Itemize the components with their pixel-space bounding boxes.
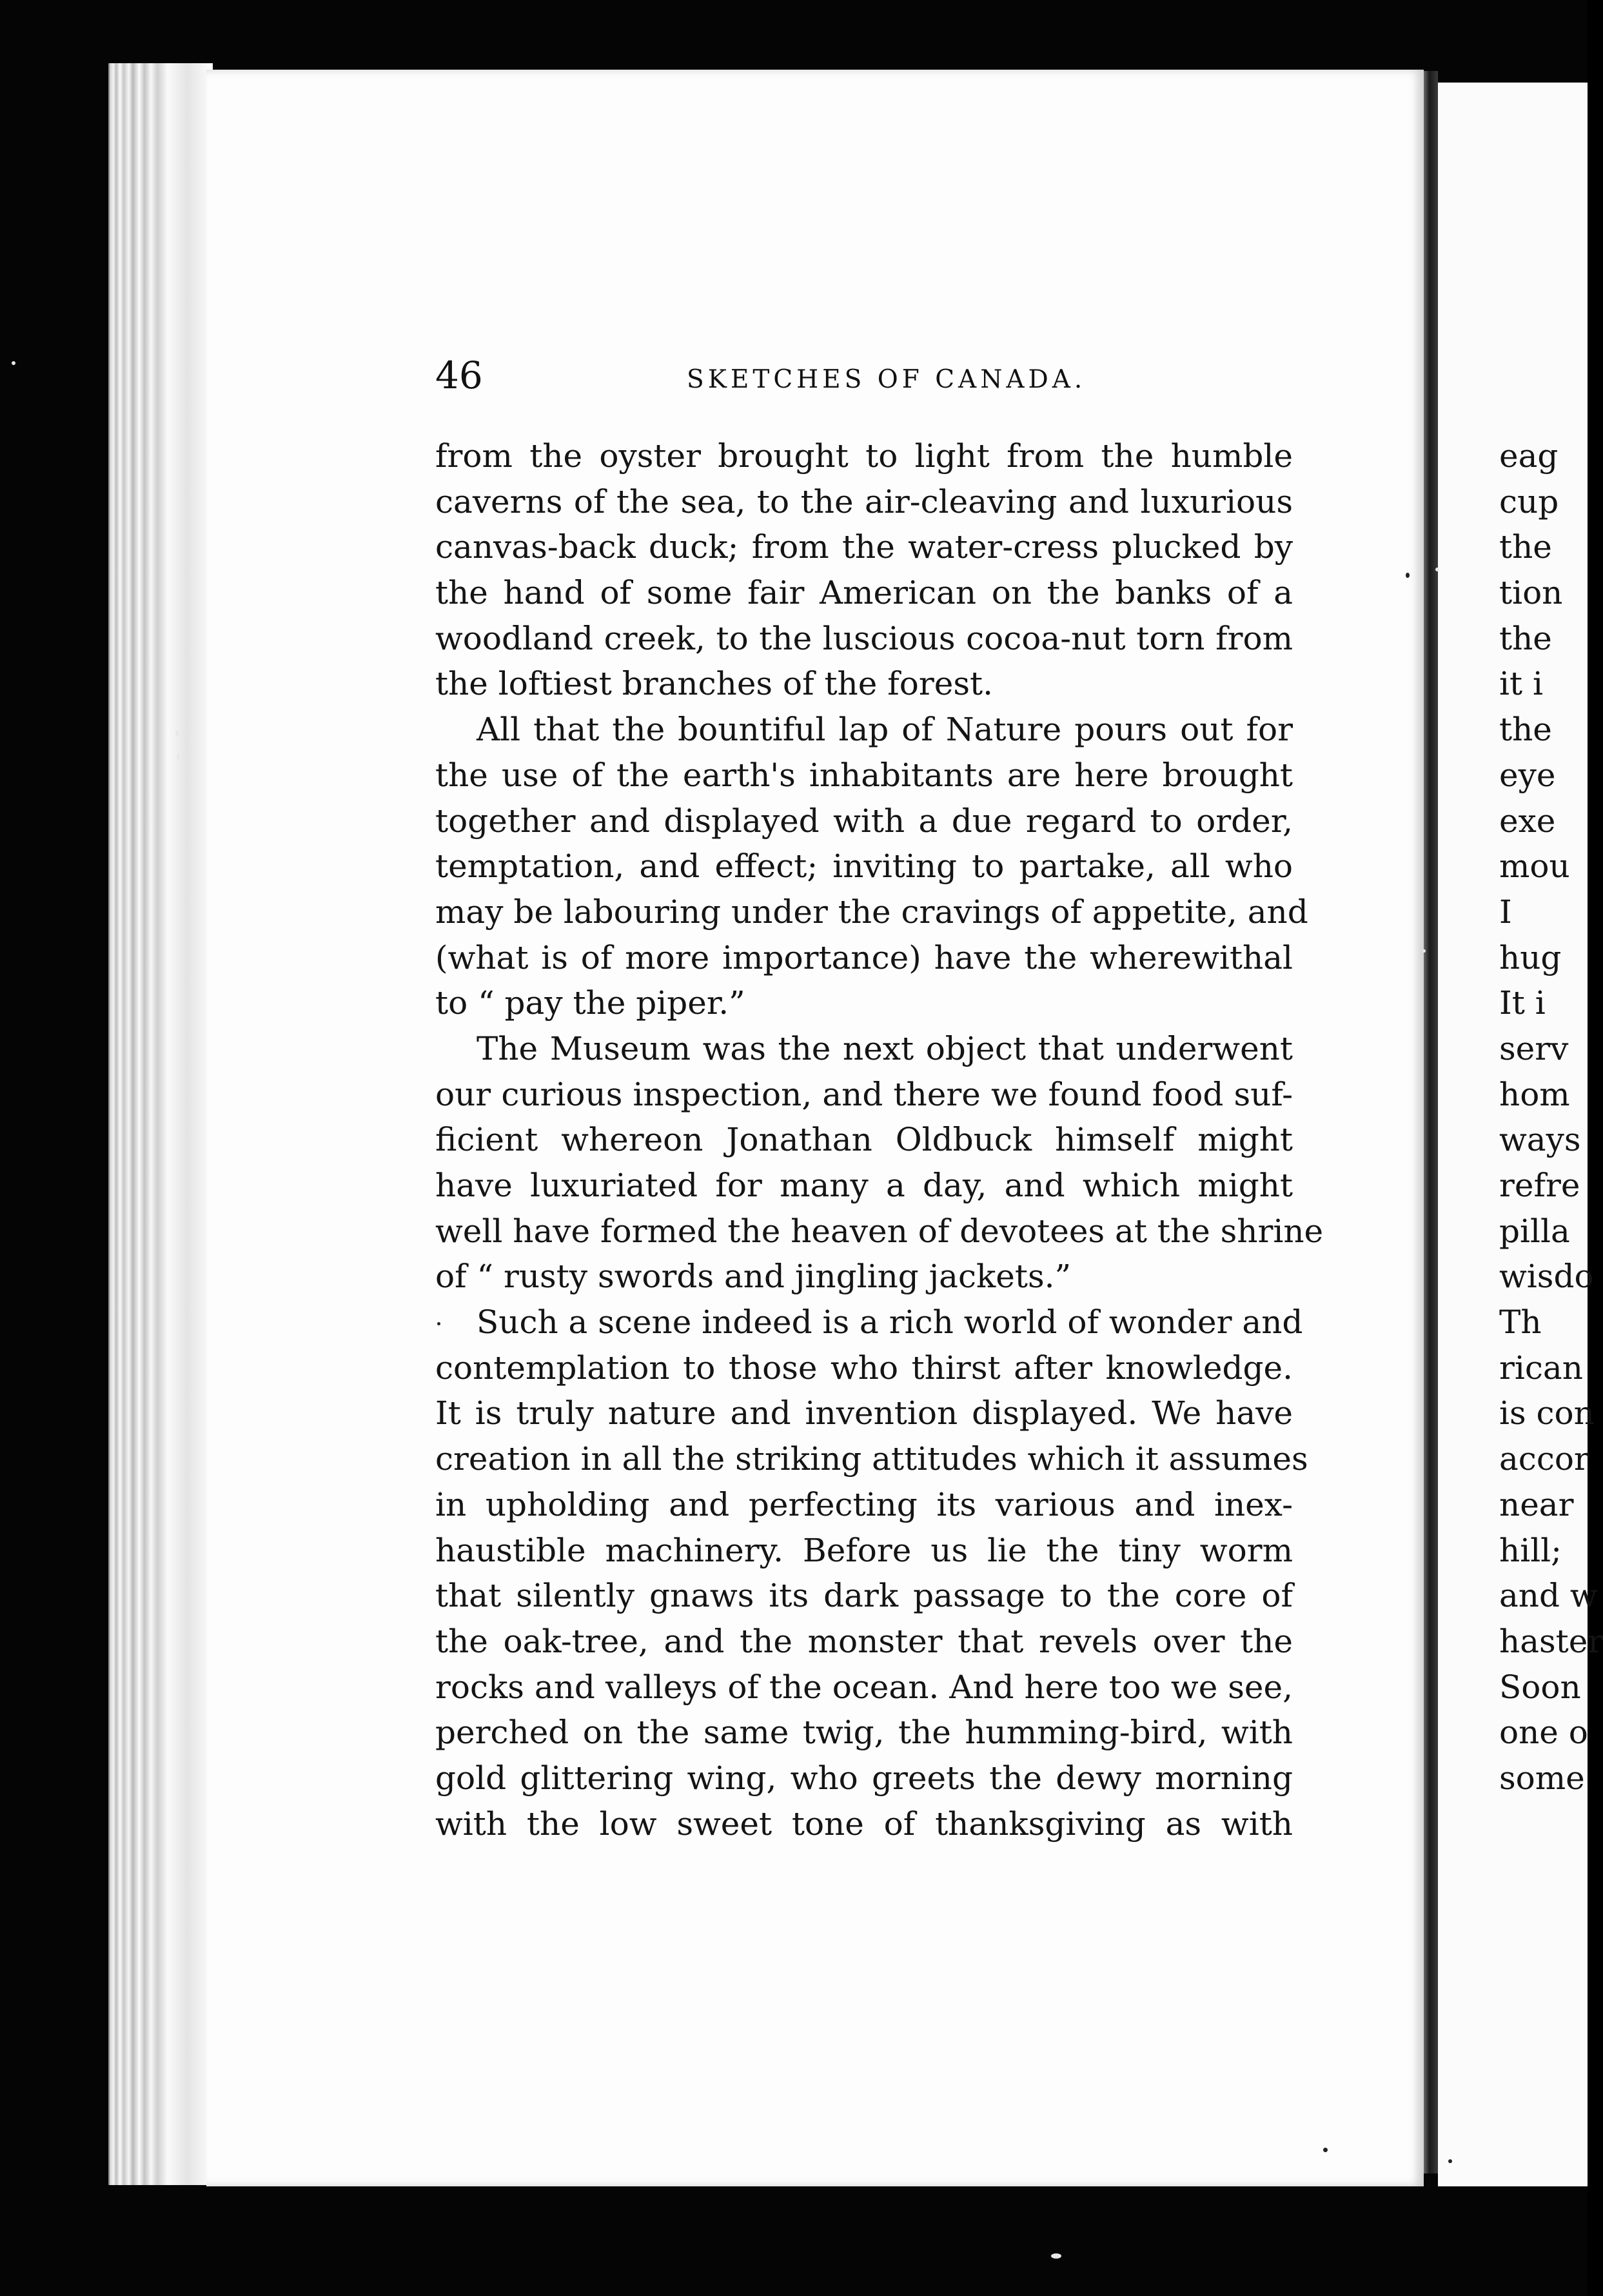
right-page-fragment: the xyxy=(1499,528,1552,566)
scan-speck xyxy=(175,730,179,737)
right-page-fragment: It i xyxy=(1499,984,1546,1022)
right-page-fragment: refre xyxy=(1499,1167,1580,1204)
right-page-fragment: is con xyxy=(1499,1394,1595,1432)
book-gutter xyxy=(1424,71,1438,2173)
page-speck xyxy=(1406,573,1410,578)
right-page-fragment: some xyxy=(1499,1759,1585,1797)
right-page-fragment: I xyxy=(1499,893,1512,931)
page-number: 46 xyxy=(435,353,483,397)
text-line: from the oyster brought to light from the humble xyxy=(435,437,1293,475)
text-line: the use of the earth's inhabitants are here brought xyxy=(435,756,1293,794)
text-line: It is truly nature and invention displayed. We have xyxy=(435,1394,1293,1432)
text-line: our curious inspection, and there we found food suf- xyxy=(435,1075,1293,1113)
scan-speck xyxy=(177,753,180,760)
right-page-fragment: ways xyxy=(1499,1121,1581,1159)
right-page-text xyxy=(1499,433,1603,1801)
page-speck xyxy=(1323,2148,1328,2152)
right-page-fragment: hill; xyxy=(1499,1531,1562,1569)
text-line: gold glittering wing, who greets the dewy morning xyxy=(435,1759,1293,1797)
text-line: woodland creek, to the luscious cocoa-nut torn from xyxy=(435,619,1293,657)
text-line: perched on the same twig, the humming-bird, with xyxy=(435,1714,1293,1752)
scan-speck xyxy=(1051,2253,1061,2259)
text-line: well have formed the heaven of devotees at the shrine xyxy=(435,1212,1324,1250)
text-line: All that the bountiful lap of Nature pours out for xyxy=(477,711,1293,749)
text-line: caverns of the sea, to the air-cleaving and luxurious xyxy=(435,482,1293,520)
page-speck xyxy=(437,1322,440,1325)
text-line: with the low sweet tone of thanksgiving as with xyxy=(435,1805,1293,1843)
scan-speck xyxy=(1422,949,1426,953)
right-page-fragment: hug xyxy=(1499,938,1562,976)
right-page-fragment: one o xyxy=(1499,1714,1588,1752)
text-line: that silently gnaws its dark passage to the core of xyxy=(435,1577,1293,1615)
scan-speck xyxy=(1435,568,1439,571)
text-line: the loftiest branches of the forest. xyxy=(435,665,993,703)
text-line: Such a scene indeed is a rich world of wonder and xyxy=(477,1303,1303,1341)
right-page-fragment: near xyxy=(1499,1485,1574,1523)
text-line: The Museum was the next object that underwent xyxy=(477,1029,1293,1067)
text-line: in upholding and perfecting its various and inex- xyxy=(435,1485,1293,1523)
right-page-fragment: tion xyxy=(1499,574,1563,612)
text-line: have luxuriated for many a day, and which might xyxy=(435,1167,1293,1204)
page-speck xyxy=(1448,2159,1452,2163)
right-page-fragment: eye xyxy=(1499,756,1556,794)
right-page-fragment: the xyxy=(1499,711,1552,749)
right-page-fragment: serv xyxy=(1499,1029,1569,1067)
text-line: of “ rusty swords and jingling jackets.” xyxy=(435,1258,1072,1296)
body-text xyxy=(435,433,1324,1846)
running-title: SKETCHES OF CANADA. xyxy=(687,365,1087,394)
text-line: (what is of more importance) have the wherewithal xyxy=(435,938,1293,976)
text-line: may be labouring under the cravings of appetite, and xyxy=(435,893,1308,931)
text-line: together and displayed with a due regard to order, xyxy=(435,802,1293,840)
right-page-fragment: pilla xyxy=(1499,1212,1570,1250)
right-page-fragment: accor xyxy=(1499,1440,1589,1478)
right-page-fragment: haster xyxy=(1499,1622,1603,1660)
text-line: creation in all the striking attitudes which it assumes xyxy=(435,1440,1308,1478)
right-page-fragment: cup xyxy=(1499,482,1559,520)
right-page-fragment: exe xyxy=(1499,802,1556,840)
right-page-fragment: rican xyxy=(1499,1349,1583,1387)
text-line: canvas-back duck; from the water-cress plucked by xyxy=(435,528,1293,566)
running-head xyxy=(435,353,1306,411)
right-page-fragment: Soon xyxy=(1499,1668,1581,1706)
page-block-edges xyxy=(108,63,213,2185)
text-line: the hand of some fair American on the banks of a xyxy=(435,574,1293,612)
text-line: rocks and valleys of the ocean. And here too we see, xyxy=(435,1668,1293,1706)
right-page-fragment: it i xyxy=(1499,665,1543,703)
text-line: temptation, and effect; inviting to partake, all who xyxy=(435,847,1293,886)
text-line: contemplation to those who thirst after knowledge. xyxy=(435,1349,1293,1387)
right-page-fragment: Th xyxy=(1499,1303,1542,1341)
text-line: to “ pay the piper.” xyxy=(435,984,745,1022)
right-page-fragment: and w xyxy=(1499,1577,1598,1615)
right-page-fragment: mou xyxy=(1499,847,1570,886)
text-line: ficient whereon Jonathan Oldbuck himself might xyxy=(435,1121,1293,1159)
right-page-fragment: hom xyxy=(1499,1075,1570,1113)
text-line: the oak-tree, and the monster that revels over the xyxy=(435,1622,1293,1660)
right-page-fragment: wisdo xyxy=(1499,1258,1594,1296)
right-page xyxy=(1438,83,1603,2186)
scan-speck xyxy=(12,361,15,365)
text-line: haustible machinery. Before us lie the tiny worm xyxy=(435,1531,1293,1569)
right-page-fragment: eag xyxy=(1499,437,1559,475)
right-page-fragment: the xyxy=(1499,619,1552,657)
